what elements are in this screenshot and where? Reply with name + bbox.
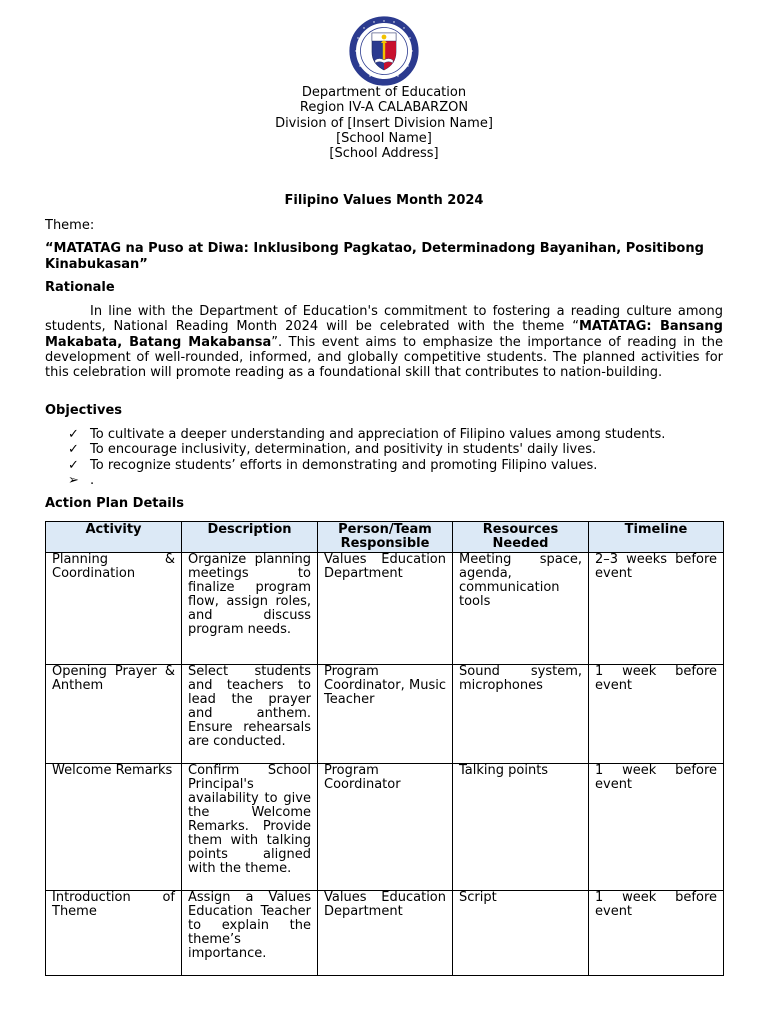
action-plan-heading: Action Plan Details xyxy=(45,496,184,511)
column-header-description: Description xyxy=(182,522,318,553)
objectives-list xyxy=(68,427,723,488)
cell-timeline: 2–3 weeks before event xyxy=(589,553,724,665)
column-header-activity: Activity xyxy=(46,522,182,553)
header-department: Department of Education xyxy=(301,85,467,100)
cell-activity: Opening Prayer & Anthem xyxy=(46,665,182,764)
header-division: Division of [Insert Division Name] xyxy=(275,115,493,131)
action-plan-table xyxy=(45,521,724,976)
cell-activity: Planning & Coordination xyxy=(46,553,182,665)
header-school-name: [School Name] xyxy=(336,130,432,146)
cell-person-responsible: Program Coordinator, Music Teacher xyxy=(318,665,453,764)
objective-item xyxy=(68,427,723,442)
column-header-resources: Resources Needed xyxy=(453,522,589,553)
cell-activity: Introduction of Theme xyxy=(46,891,182,976)
rationale-text-start: In line with the Department of Education's commitment to fostering a reading culture among students, National Reading Month 2024 will be celebrated with the theme “ xyxy=(45,304,723,335)
objective-item xyxy=(68,442,723,457)
cell-resources: Script xyxy=(453,891,589,976)
cell-activity: Welcome Remarks xyxy=(46,764,182,891)
checkmark-icon: ✓ xyxy=(68,457,79,473)
objectives-heading: Objectives xyxy=(45,403,123,418)
objective-text: . xyxy=(90,472,95,488)
objective-item xyxy=(68,473,723,488)
table-row xyxy=(46,665,724,764)
cell-resources: Talking points xyxy=(453,764,589,891)
cell-description: Assign a Values Education Teacher to explain the theme’s importance. xyxy=(182,891,318,976)
column-header-timeline: Timeline xyxy=(589,522,724,553)
checkmark-icon: ✓ xyxy=(68,442,79,458)
table-row xyxy=(46,891,724,976)
letterhead xyxy=(0,85,768,161)
theme-text: “MATATAG na Puso at Diwa: Inklusibong Pagkatao, Determinadong Bayanihan, Positibong Kinabukasan” xyxy=(45,241,704,272)
objective-text: To recognize students’ efforts in demonstrating and promoting Filipino values. xyxy=(90,457,598,473)
cell-person-responsible: Program Coordinator xyxy=(318,764,453,891)
cell-person-responsible: Values Education Department xyxy=(318,553,453,665)
document-title: Filipino Values Month 2024 xyxy=(284,193,484,208)
rationale-theme-bold: MATATAG: Bansang Makabata, Batang Makabansa xyxy=(45,319,723,350)
cell-timeline: 1 week before event xyxy=(589,764,724,891)
deped-seal-logo xyxy=(344,16,424,86)
cell-description: Select students and teachers to lead the prayer and anthem. Ensure rehearsals are conducted. xyxy=(182,665,318,764)
objective-item xyxy=(68,458,723,473)
table-row xyxy=(46,553,724,665)
rationale-paragraph xyxy=(45,304,723,380)
rationale-text-end: ”. This event aims to emphasize the importance of reading in the development of well-rounded, informed, and globally competitive students. The planned activities for this celebration will promote reading as a foundational skill that contributes to nation-building. xyxy=(45,334,723,381)
header-region: Region IV-A CALABARZON xyxy=(299,100,469,116)
objective-text: To cultivate a deeper understanding and appreciation of Filipino values among students. xyxy=(90,427,666,442)
cell-person-responsible: Values Education Department xyxy=(318,891,453,976)
cell-timeline: 1 week before event xyxy=(589,665,724,764)
cell-resources: Meeting space, agenda, communication tools xyxy=(453,553,589,665)
cell-description: Organize planning meetings to finalize program flow, assign roles, and discuss program needs. xyxy=(182,553,318,665)
table-row xyxy=(46,764,724,891)
cell-description: Confirm School Principal's availability to give the Welcome Remarks. Provide them with talking points aligned with the theme. xyxy=(182,764,318,891)
cell-timeline: 1 week before event xyxy=(589,891,724,976)
cell-resources: Sound system, microphones xyxy=(453,665,589,764)
theme-label: Theme: xyxy=(45,218,95,233)
arrow-bullet-icon: ➢ xyxy=(68,472,79,488)
rationale-heading: Rationale xyxy=(45,280,115,295)
objective-text: To encourage inclusivity, determination, and positivity in students' daily lives. xyxy=(90,442,597,458)
header-school-address: [School Address] xyxy=(329,146,439,162)
column-header-person-responsible: Person/Team Responsible xyxy=(318,522,453,553)
table-header-row xyxy=(46,522,724,553)
checkmark-icon: ✓ xyxy=(68,427,79,442)
